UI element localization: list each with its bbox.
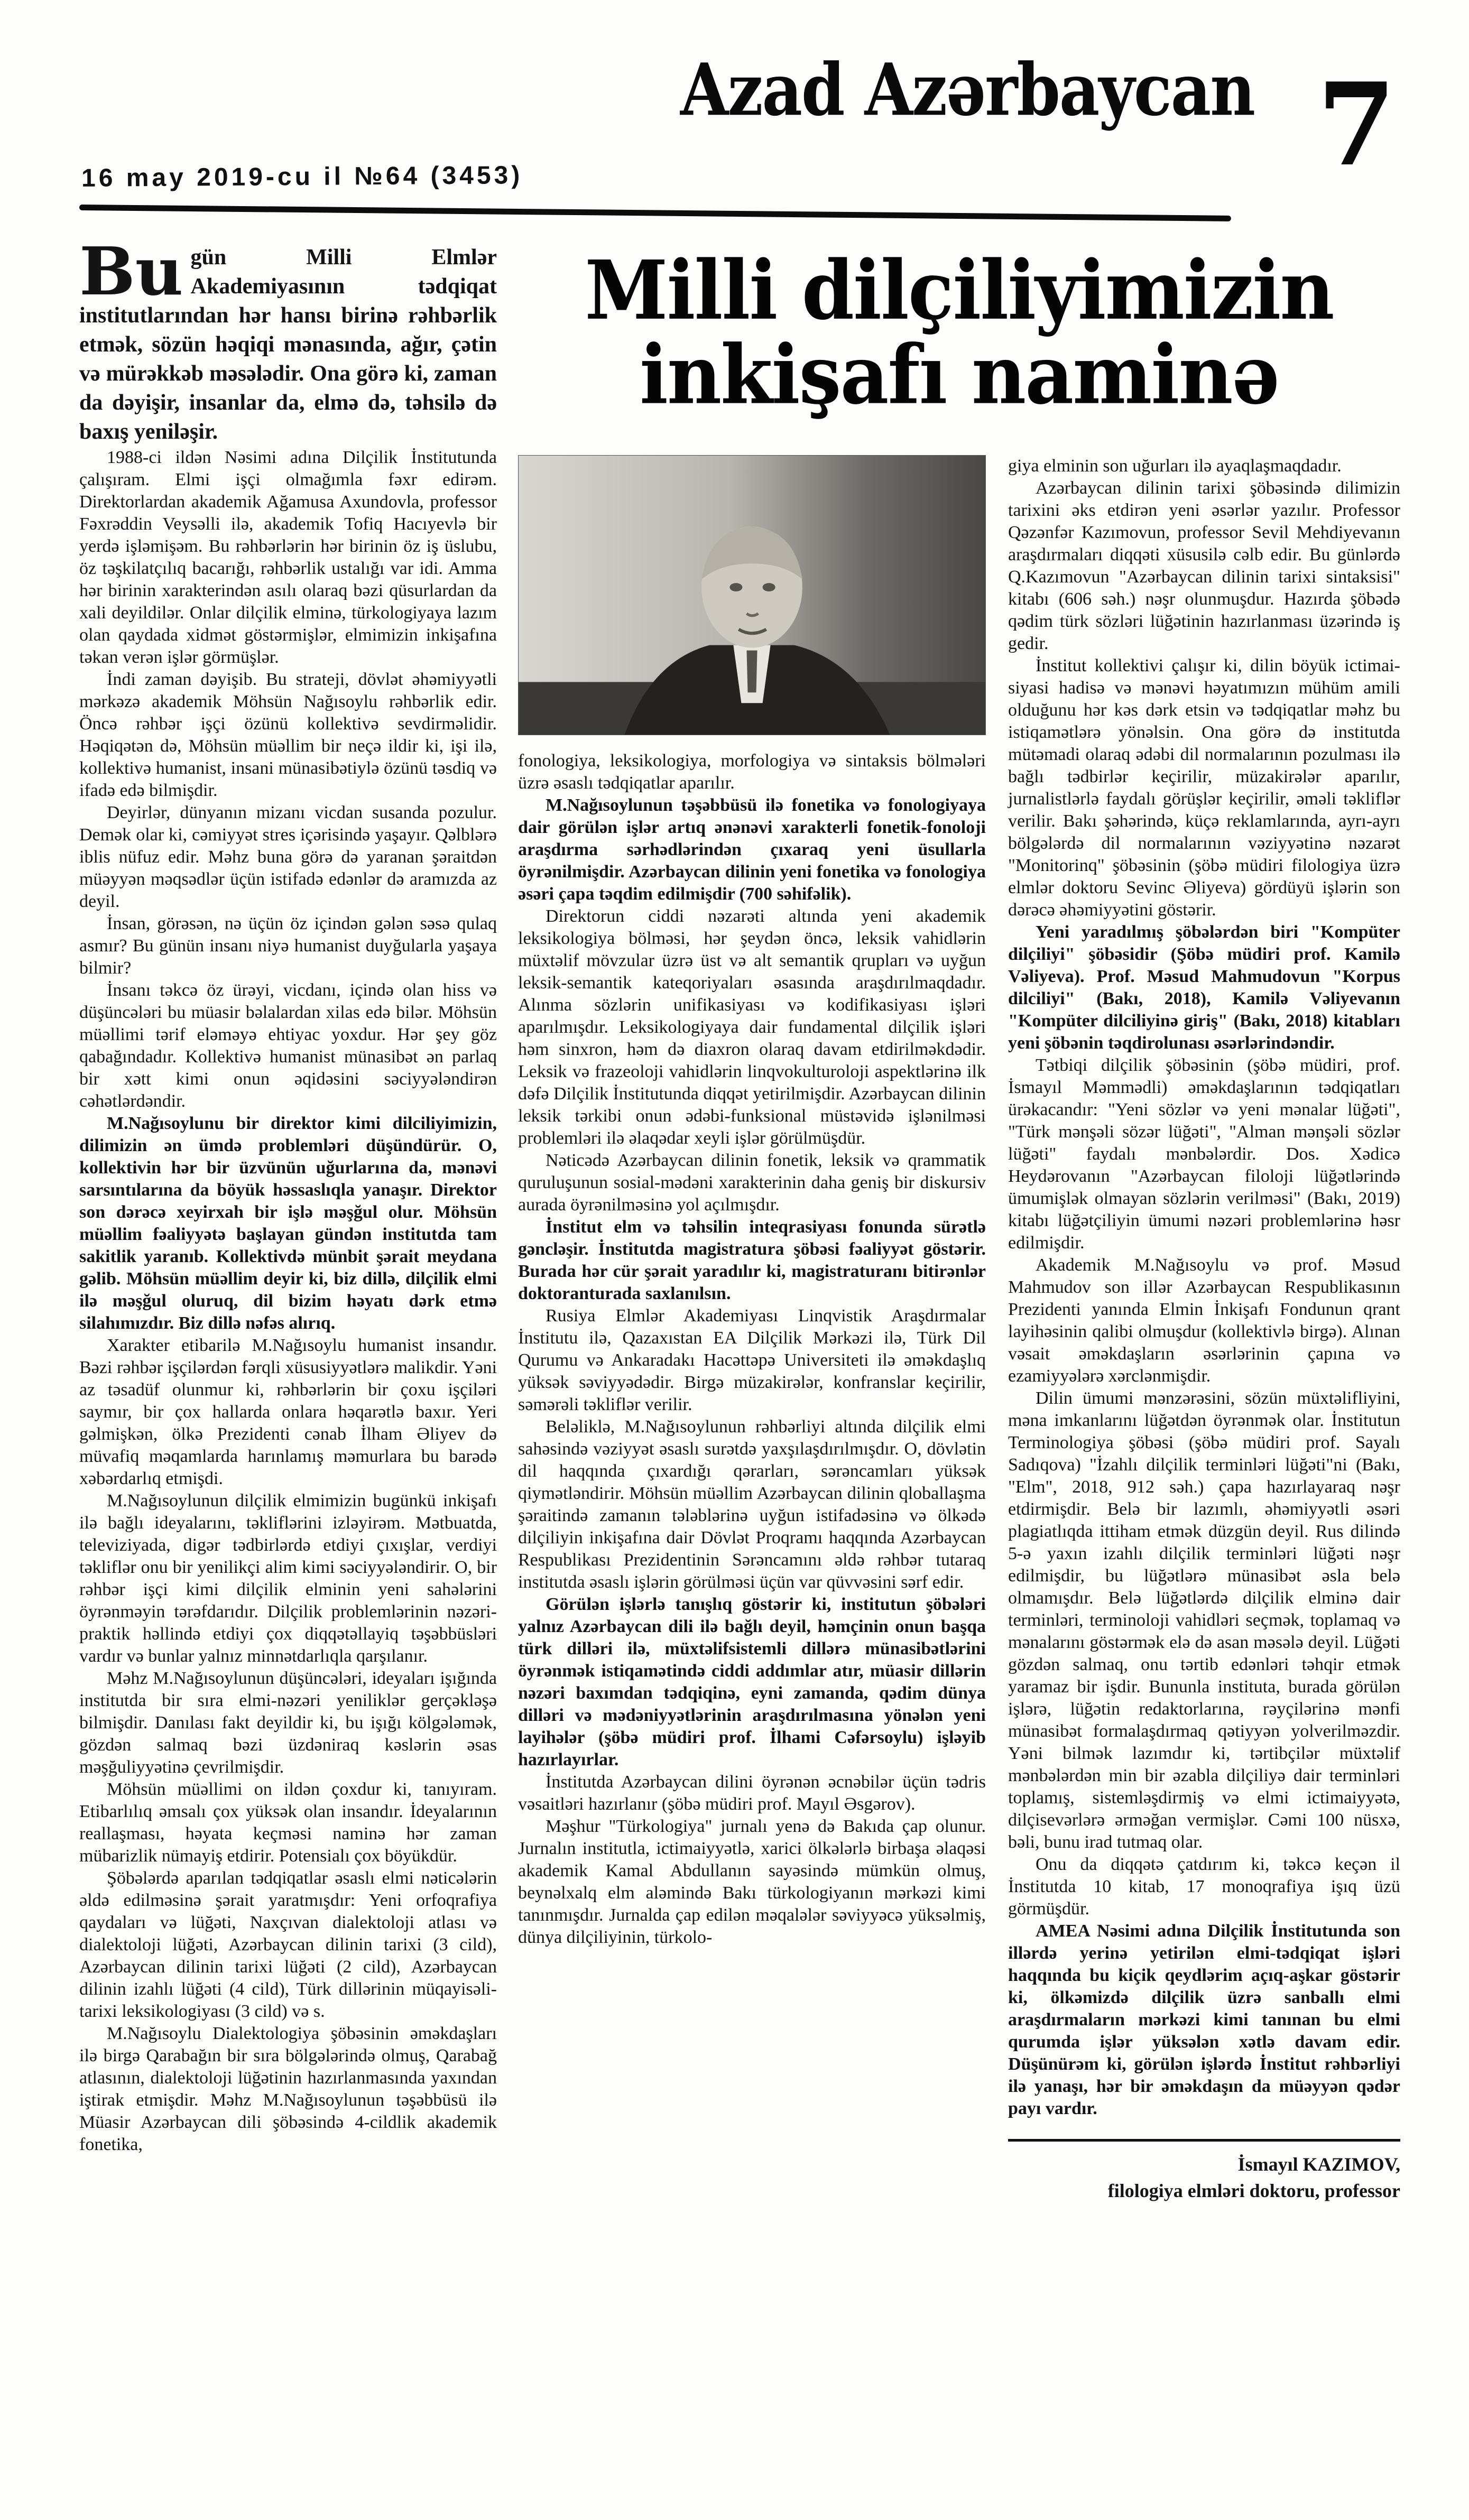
article-paragraph: İnstitutda Azərbaycan dilini öyrənən əcnəbilər üçün tədris vəsaitləri hazırlanır (şöbə müdiri prof. Mayıl Əsgərov). [518, 1772, 986, 1814]
article-paragraph: Yeni yaradılmış şöbələrdən biri "Kompüter dilçiliyi" şöbəsidir (Şöbə müdiri prof. Kamilə Vəliyeva). Prof. Məsud Mahmudovun "Korpus dilciliyi" (Bakı, 2018), Kamilə Vəliyevanın "Kompüter dilciliyinə giriş" (Bakı, 2018) kitabları yeni şöbənin təqdirolunası əsərlərindəndir. [1008, 922, 1400, 1053]
article-paragraph: İnstitut kollektivi çalışır ki, dilin böyük ictimai-siyasi hadisə və mənəvi həyatımızın mühüm amili olduğunu hər kəs dərk etsin və tədqiqatlar məhz bu istiqamətlərə yönəlsin. Ona görə də institutda mütəmadi olaraq ədəbi dil normalarının pozulması ilə bağlı tədbirlər keçirilir, müzakirələr aparılır, jurnalistlərlə faydalı görüşlər keçirilir, əməli təkliflər verilir. Bakı şəhərində, küçə reklamlarında, ayrı-ayrı bölgələrdə dil normalarının vəziyyətinə nəzarət "Monitorinq" şöbəsinin (şöbə müdiri filologiya üzrə elmlər doktoru Sevinc Əliyeva) gördüyü işlərin son dərəcə əhəmiyyətini göstərir. [1008, 656, 1400, 920]
article-column-middle [518, 455, 986, 2204]
article-paragraph: AMEA Nəsimi adına Dilçilik İnstitutunda son illərdə yerinə yetirilən elmi-tədqiqat işləri haqqında bu kiçik qeydlərim açıq-aşkar göstərir ki, ölkəmizdə dilçilik üzrə sanballı elmi araşdırmaların mərkəzi kimi tanınan bu elmi qurumda işlər yüksələn xətlə davam edir. Düşünürəm ki, görülən işlərdə İnstitut rəhbərliyi ilə yanaşı, hər bir əməkdaşın da müəyyən qədər payı vardır. [1008, 1921, 1400, 2118]
article-headline [518, 243, 1400, 423]
article-paragraph: İnsanı təkcə öz ürəyi, vicdanı, içində olan hiss və düşüncələri bu müasir bəlalardan xilas edə bilər. Möhsün müəllimi tərif eləməyə ehtiyac yoxdur. Hər şey göz qabağındadır. Kollektivə humanist münasibət ən parlaq bir xətt kimi onun əqidəsini səciyyələndirən cəhətlərdəndir. [79, 980, 497, 1111]
article-paragraph: Akademik M.Nağısoylu və prof. Məsud Mahmudov son illər Azərbaycan Respublikasının Prezidenti yanında Elmin İnkişafı Fondunun qrant layihəsinin qalibi olmuşdur (kollektivlə birgə). Alınan vəsait əməkdaşların əsərlərinin çapına və ezamiyyələrə xərclənmişdir. [1008, 1255, 1400, 1386]
article-paragraph: İndi zaman dəyişib. Bu strateji, dövlət əhəmiyyətli mərkəzə akademik Möhsün Nağısoylu rəhbərlik edir. Öncə rəhbər işçi özünü kollektivə sevdirməlidir. Həqiqətən də, Möhsün müəllim bir neçə ildir ki, işi ilə, kollektivə humanist, insani münasibətiylə özünü təsdiq və ifadə edə bilmişdir. [79, 670, 497, 800]
article-paragraph: Direktorun ciddi nəzarəti altında yeni akademik leksikologiya bölməsi, hər şeydən öncə, leksik vahidlərin müxtəlif mövzular üzrə üst və alt semantik qrupları və uyğun leksik-semantik kateqoriyaları əsasında araşdırılmaqdadır. Alınma sözlərin unifikasiyası və kodifikasiyası işləri aparılmışdır. Leksikologiyaya dair fundamental dilçilik işləri həm sinxron, həm də diaxron olaraq davam etdirilməkdədir. Leksik və frazeoloji vahidlərin linqvokulturoloji aspektlərinə ilk dəfə Dilçilik İnstitutunda diqqət yetirilmişdir. Azərbaycan dilinin leksik tərkibi onun ədəbi-funksional müstəvidə işlənilməsi problemləri ilə əlaqədar xeyli işlər görülmüşdür. [518, 906, 986, 1148]
article-paragraph: Xarakter etibarilə M.Nağısoylu humanist insandır. Bəzi rəhbər işçilərdən fərqli xüsusiyyətlərə malikdir. Yəni az təsadüf olunmur ki, rəhbərlərin bir çoxu işçiləri saymır, bir çox hallarda onlara həqarətlə baxır. Yeri gəlmişkən, ölkə Prezidenti cənab İlham Əliyev də müvafiq məqamlarda harınlamış məmurlara bu barədə xəbərdarlıq etmişdi. [79, 1336, 497, 1488]
article-paragraph: 1988-ci ildən Nəsimi adına Dilçilik İnstitutunda çalışıram. Elmi işçi olmağımla fəxr edirəm. Direktorlardan akademik Ağamusa Axundovla, professor Fəxrəddin Veysəlli ilə, akademik Tofiq Hacıyevlə bir yerdə işləmişəm. Bu rəhbərlərin hər birinin öz iş üslubu, öz təşkilatçılıq bacarığı, rəhbərlik ustalığı var idi. Amma hər birinin xarakterindən asılı olaraq bəzi qüsurlardan da xali deyildilər. Onlar dilçilik elminə, türkologiyaya lazım olan qaydada xidmət göstərmişlər, elmimizin inkişafına təkan verən işlər görmüşlər. [79, 448, 497, 667]
article-paragraph: Görülən işlərlə tanışlıq göstərir ki, institutun şöbələri yalnız Azərbaycan dili ilə bağlı deyil, həmçinin onun başqa türk dilləri ilə, müxtəlifsistemli dillərə münasibətlərini öyrənmək istiqamətində ciddi addımlar atır, müasir dillərin nəzəri baxımdan tədqiqinə, eyni zamanda, qədim dünya dilləri və mədəniyyətlərinin araşdırılmasına yönələn yeni layihələr (şöbə müdiri prof. İlhami Cəfərsoylu) işləyib hazırlayırlar. [518, 1595, 986, 1769]
article-paragraph: Deyirlər, dünyanın mizanı vicdan susanda pozulur. Demək olar ki, cəmiyyət stres içərisində yaşayır. Qəlblərə iblis nüfuz edir. Məhz buna görə də yaranan şəraitdən müəyyən məqsədlər üçün istifadə edənlər də aramızda az deyil. [79, 803, 497, 911]
article-column-left [79, 233, 497, 2204]
author-name: İsmayıl KAZIMOV, [1237, 2154, 1400, 2175]
article-paragraph: Dilin ümumi mənzərəsini, sözün müxtəlifliyini, məna imkanlarını lüğətdən öyrənmək olar. İnstitutun Terminologiya şöbəsi (şöbə müdiri prof. Sayalı Sadıqova) "İzahlı dilçilik terminləri lüğəti"ni (Bakı, "Elm", 2018, 912 səh.) çapa hazırlayaraq nəşr etdirmişdir. Belə bir lazımlı, əhəmiyyətli əsəri plagiatlıqda ittiham etmək düzgün deyil. Rus dilində 5-ə yaxın izahlı dilçilik terminləri lüğəti nəşr edilmişdir, bu lüğətlərə münasibət əsla belə olmamışdır. Belə lüğətlərdə dilçilik elminə dair terminləri, terminoloji vahidləri seçmək, toplamaq və mənalarını göstərmək elə də asan məsələ deyil. Lüğəti gözdən salmaq, onu tərtib edənləri təhqir etmək yaramaz bir işdir. Bununla instituta, burada görülən işlərə, lüğətin redaktorlarına, rəyçilərinə mənfi münasibət formalaşdırmaq qətiyyən yolverilməzdir. Yəni bilmək lazımdır ki, tərtibçilər müxtəlif mənbələrdən min bir əzabla dilçiliyə dair terminləri toplamış, sistemləşdirmiş və elmi ictimaiyyətə, dilçisevərlərə ərməğan vermişlər. Cəmi 100 nüsxə, bəli, bunu irad tutmaq olar. [1008, 1388, 1400, 1852]
headline-line-2: inkişafı naminə [640, 328, 1279, 423]
article-paragraph: M.Nağısoylunun təşəbbüsü ilə fonetika və fonologiyaya dair görülən işlər artıq ənənəvi xarakterli fonetik-fonoloji araşdırma sərhədlərindən çıxaraq yeni üsullarla öyrənilmişdir. Azərbaycan dilinin yeni fonetika və fonologiya əsəri çapa təqdim edilmişdir (700 səhifəlik). [518, 795, 986, 904]
article-lede [79, 233, 497, 447]
headline-line-1: Milli dilçiliyimizin [585, 243, 1334, 338]
article-paragraph: Məhz M.Nağısoylunun düşüncələri, ideyaları işığında institutda bir sıra elmi-nəzəri yeniliklər gerçəkləşə bilmişdir. Danılası fakt deyildir ki, bu işığı kölgələmək, gözdən salmaq bəzi üzdəniraq kəslərin əsas məşğuliyyətinə çevrilmişdir. [79, 1669, 497, 1777]
article-paragraph: Şöbələrdə aparılan tədqiqatlar əsaslı elmi nəticələrin əldə edilməsinə şərait yaratmışdır: Yeni orfoqrafiya qaydaları və lüğəti, Naxçıvan dialektoloji atlası və dialektoloji lüğəti, Azərbaycan dilinin tarixi (3 cild), Azərbaycan dilinin tarixi lüğəti (2 cild), Azərbaycan dilinin izahlı lüğəti (4 cild), Türk dillərinin müqayisəli-tarixi leksikologiyası (3 cild) və s. [79, 1868, 497, 2021]
header-rule [79, 205, 1231, 221]
article-right-region [518, 243, 1400, 2204]
article-paragraph: fonologiya, leksikologiya, morfologiya və sintaksis bölmələri üzrə əsaslı tədqiqatlar aparılır. [518, 751, 986, 793]
author-title: filologiya elmləri doktoru, professor [1107, 2180, 1400, 2201]
middle-paragraphs [518, 750, 986, 1949]
left-paragraphs [79, 447, 497, 2156]
article-paragraph: Onu da diqqətə çatdırım ki, təkcə keçən il İnstitutda 10 kitab, 17 monoqrafiya işıq üzü görmüşdür. [1008, 1855, 1400, 1919]
article-paragraph: Möhsün müəllimi on ildən çoxdur ki, tanıyıram. Etibarlılıq əmsalı çox yüksək olan insandır. İdeyalarının reallaşması, həyata keçməsi naminə hər zaman mübarizlik nümayiş etdirir. Potensialı çox böyükdür. [79, 1780, 497, 1866]
page-header [79, 0, 1400, 248]
newspaper-title: Azad Azərbaycan [680, 47, 1255, 132]
date-issue-line: 16 may 2019-cu il №64 (3453) [81, 161, 523, 192]
article-paragraph: M.Nağısoylu Dialektologiya şöbəsinin əməkdaşları ilə birgə Qarabağın bir sıra bölgələrində olmuş, Qarabağ atlasının, dialektoloji lüğətinin hazırlanmasında yaxından iştirak etmişdir. Məhz M.Nağısoylunun təşəbbüsü ilə Müasir Azərbaycan dili şöbəsində 4-cildlik akademik fonetika, [79, 2024, 497, 2154]
article-column-right [1008, 455, 1400, 2204]
article-paragraph: Azərbaycan dilinin tarixi şöbəsində dilimizin tarixini əks etdirən yeni əsərlər yazılır. Professor Qəzənfər Kazımovun, professor Sevil Mehdiyevanın araşdırmaları diqqəti xüsusilə cəlb edir. Bu günlərdə Q.Kazımovun "Azərbaycan dilinin tarixi sintaksisi" kitabı (606 səh.) nəşr olunmuşdur. Hazırda şöbədə qədim türk sözləri lüğətinin hazırlanması üzərində iş gedir. [1008, 478, 1400, 653]
dropcap: Bu [79, 233, 183, 310]
article-paragraph: İnstitut elm və təhsilin inteqrasiyası fonunda sürətlə gəncləşir. İnstitutda magistratura şöbəsi fəaliyyət göstərir. Burada hər cür şərait yaradılır ki, magistraturanı bitirənlər doktoranturada saxlanılsın. [518, 1217, 986, 1303]
article-paragraph: Məşhur "Türkologiya" jurnalı yenə də Bakıda çap olunur. Jurnalın institutla, ictimaiyyətlə, xarici ölkələrlə birbaşa əlaqəsi akademik Kamal Abdullanın sayəsində mümkün olmuş, beynəlxalq elm aləmində Bakı türkologiyanın mərkəzi kimi tanınmışdır. Jurnalda çap edilən məqalələr səviyyəcə yüksəlmiş, dünya dilçiliyinin, türkolo- [518, 1817, 986, 1947]
article-paragraph: Tətbiqi dilçilik şöbəsinin (şöbə müdiri, prof. İsmayıl Məmmədli) əməkdaşlarının tədqiqatları ürəkacandır: "Yeni sözlər və yeni mənalar lüğəti", "Türk mənşəli sözər lüğəti", "Alman mənşəli sözlər lüğəti" faydalı mənbələrdir. Dos. Xədicə Heydərovanın "Azərbaycan filoloji lüğətlərində ümumişlək olmayan sözlərin verilməsi" (Bakı, 2019) kitabı lüğətçiliyin ümumi nəzəri problemlərinə həsr edilmişdir. [1008, 1055, 1400, 1253]
article-paragraph: Nəticədə Azərbaycan dilinin fonetik, leksik və qrammatik quruluşunun sosial-mədəni xarakterinin daha geniş bir diskursiv aurada öyrənilməsinə yol açılmışdır. [518, 1151, 986, 1215]
article-paragraph: Rusiya Elmlər Akademiyası Linqvistik Araşdırmalar İnstitutu ilə, Qazaxıstan EA Dilçilik Mərkəzi ilə, Türk Dil Qurumu və Ankaradakı Hacəttəpə Universiteti ilə əməkdaşlıq yüksək səviyyədədir. Birgə müzakirələr, konfranslar keçirilir, səmərəli təkliflər verilir. [518, 1306, 986, 1414]
article [79, 233, 1400, 2204]
article-paragraph: M.Nağısoylunu bir direktor kimi dilciliyimizin, dilimizin ən ümdə problemləri düşündürür. O, kollektivin hər bir üzvünün uğurlarına da, mənəvi sarsıntılarına da böyük həssaslıqla yanaşır. Direktor son dərəcə xeyirxah bir işlə məşğul olur. Möhsün müəllim fəaliyyətə başlayan gündən institutda tam sakitlik yaranıb. Kollektivdə münbit şərait meydana gəlib. Möhsün müəllim deyir ki, biz dillə, dilçilik elmi ilə məşğul oluruq, dil bizim həyatı dərk etmə silahımızdır. Biz dillə nəfəs alırıq. [79, 1114, 497, 1333]
portrait-photo [518, 455, 986, 735]
article-paragraph: Beləliklə, M.Nağısoylunun rəhbərliyi altında dilçilik elmi sahəsində vəziyyət əsaslı surətdə yaxşılaşdırılmışdır. O, dövlətin dil haqqında çıxardığı qərarları, sərəncamları yüksək qiymətləndirir. Möhsün müəllim Azərbaycan dilinin qloballaşma şəraitində zamanın tələblərinə uyğun istifadəsinə və ölkədə dilçiliyin inkişafına dair Dövlət Proqramı haqqında Azərbaycan Respublikası Prezidentinin Sərəncamını əldə rəhbər tutaraq institutda əsaslı işlərin görülməsi üçün var qüvvəsini sərf edir. [518, 1417, 986, 1592]
right-paragraphs [1008, 455, 1400, 2120]
page-number: 7 [1317, 58, 1396, 191]
lede-text: gün Milli Elmlər Akademiyasının tədqiqat institutlarından hər hansı birinə rəhbərlik etmək, sözün həqiqi mənasında, ağır, çətin və mürəkkəb məsələdir. Ona görə ki, zaman da dəyişir, insanlar da, elmə də, təhsilə də baxış yeniləşir. [79, 245, 497, 444]
article-subcolumns [518, 455, 1400, 2204]
article-paragraph: M.Nağısoylunun dilçilik elmimizin bugünkü inkişafı ilə bağlı ideyalarını, təkliflərini izləyirəm. Mətbuatda, televiziyada, digər tədbirlərdə etdiyi çıxışlar, verdiyi təkliflər onu bir yenilikçi alim kimi səciyyələndirir. O, bir rəhbər işçi kimi dilçilik elminin yeni sahələrini öyrənməyin tərəfdarıdır. Dilçilik problemlərinin nəzəri-praktik həllində etdiyi çox diqqətəllayiq təşəbbüsləri vardır və bunlar yalnız minnətdarlıqla qarşılanır. [79, 1491, 497, 1666]
signature-rule [1008, 2139, 1400, 2142]
article-paragraph: giya elminin son uğurları ilə ayaqlaşmaqdadır. [1008, 456, 1342, 476]
article-paragraph: İnsan, görəsən, nə üçün öz içindən gələn səsə qulaq asmır? Bu günün insanı niyə humanist duyğularla yaşaya bilmir? [79, 914, 497, 978]
